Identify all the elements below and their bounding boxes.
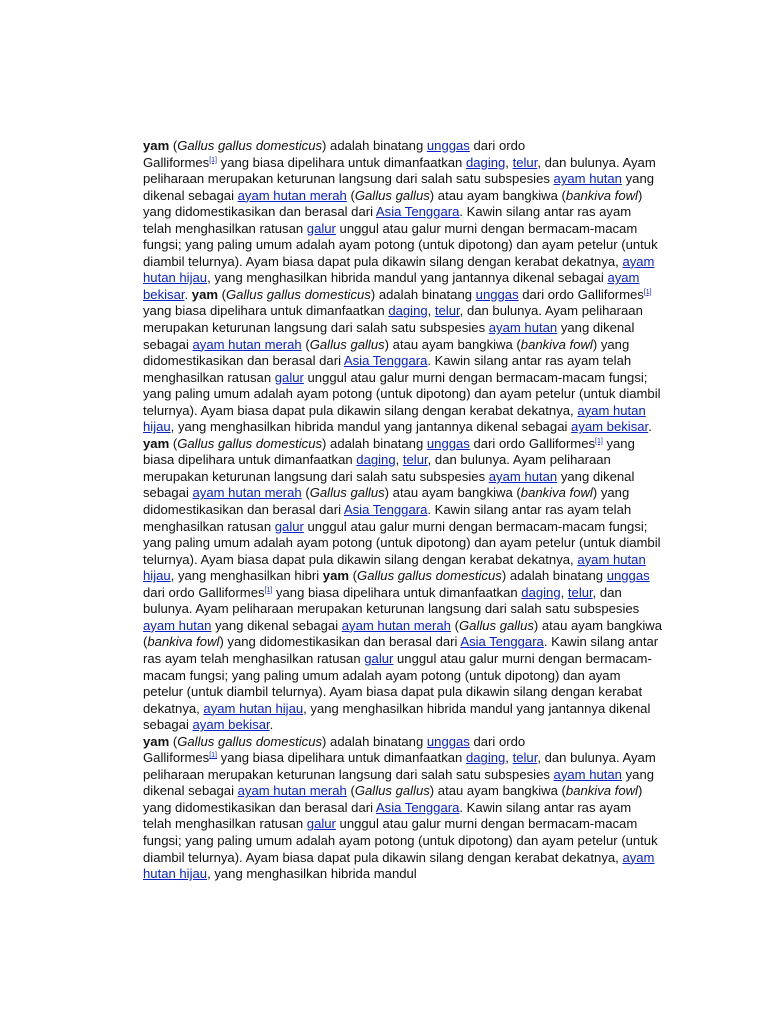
link-unggas[interactable]: unggas — [426, 138, 470, 153]
link-ayam-hutan[interactable]: ayam hutan — [143, 617, 212, 633]
link-telur[interactable]: telur — [402, 452, 428, 468]
link-ayam-hutan-merah[interactable]: ayam hutan merah — [192, 336, 302, 352]
term-yam: yam — [191, 286, 218, 302]
link-ayam-hutan[interactable]: ayam hutan — [488, 320, 558, 336]
link-unggas[interactable]: unggas — [475, 286, 519, 302]
footnote-ref — [644, 289, 652, 296]
link-ayam-hutan-hijau[interactable]: ayam hutan hijau — [143, 551, 646, 584]
footnote-ref — [595, 438, 603, 445]
link-unggas[interactable]: unggas — [426, 733, 470, 749]
link-asia-tenggara[interactable]: Asia Tenggara — [460, 634, 544, 650]
footnote-link[interactable]: [1] — [595, 437, 603, 445]
link-ayam-hutan-merah[interactable]: ayam hutan merah — [192, 485, 302, 501]
link-ayam-hutan-merah[interactable]: ayam hutan merah — [341, 617, 451, 633]
link-ayam-hutan-merah[interactable]: ayam hutan merah — [237, 187, 347, 203]
link-ayam-hutan-hijau[interactable]: ayam hutan hijau — [143, 253, 655, 286]
link-galur[interactable]: galur — [306, 816, 336, 832]
link-ayam-hutan-hijau[interactable]: ayam hutan hijau — [203, 700, 304, 716]
link-asia-tenggara[interactable]: Asia Tenggara — [375, 799, 460, 815]
link-daging[interactable]: daging — [465, 750, 506, 766]
term-yam: yam — [143, 733, 170, 749]
link-daging[interactable]: daging — [388, 303, 428, 319]
link-asia-tenggara[interactable]: Asia Tenggara — [375, 204, 460, 220]
term-yam: yam — [143, 435, 170, 451]
link-ayam-hutan-merah[interactable]: ayam hutan merah — [237, 783, 347, 799]
link-ayam-hutan[interactable]: ayam hutan — [553, 171, 622, 187]
footnote-link[interactable]: [1] — [264, 586, 273, 594]
document-body — [143, 138, 663, 883]
link-unggas[interactable]: unggas — [426, 435, 470, 451]
link-galur[interactable]: galur — [364, 650, 394, 666]
link-ayam-hutan[interactable]: ayam hutan — [488, 468, 558, 484]
link-telur[interactable]: telur — [512, 750, 538, 766]
term-yam: yam — [322, 568, 350, 584]
footnote-link[interactable]: [1] — [209, 752, 218, 760]
link-ayam-hutan-hijau[interactable]: ayam hutan hijau — [143, 849, 655, 882]
footnote-link[interactable]: [1] — [643, 288, 652, 296]
footnote-ref — [209, 752, 217, 759]
term-yam: yam — [143, 138, 170, 153]
link-ayam-bekisar[interactable]: ayam bekisar — [143, 270, 640, 302]
link-daging[interactable]: daging — [356, 452, 396, 468]
link-ayam-hutan[interactable]: ayam hutan — [553, 766, 622, 782]
link-galur[interactable]: galur — [274, 369, 304, 385]
link-galur[interactable]: galur — [306, 220, 336, 236]
link-telur[interactable]: telur — [434, 303, 460, 319]
link-telur[interactable]: telur — [512, 154, 538, 170]
link-asia-tenggara[interactable]: Asia Tenggara — [343, 502, 428, 518]
footnote-link[interactable]: [1] — [209, 156, 218, 164]
link-ayam-hutan-hijau[interactable]: ayam hutan hijau — [143, 402, 646, 435]
link-telur[interactable]: telur — [567, 584, 593, 600]
scientific-name: Gallus gallus domesticus — [177, 138, 323, 153]
link-galur[interactable]: galur — [274, 518, 304, 534]
link-asia-tenggara[interactable]: Asia Tenggara — [343, 353, 428, 369]
link-unggas[interactable]: unggas — [606, 568, 650, 584]
link-daging[interactable]: daging — [521, 584, 561, 600]
article-paragraph: yam (Gallus gallus domesticus) adalah binatang unggas dari ordo Galliformes[1] yang biasa dipelihara untuk dimanfaatkan daging, telur, dan bulunya. Ayam peliharaan merupakan keturunan langsung dari salah satu subspesies ayam hutan yang dikenal sebagai ayam hutan merah (Gallus gallus) atau ayam bangkiwa (bankiva fowl) yang didomestikasikan dan berasal dari Asia Tenggara. Kawin silang antar ras ayam telah menghasilkan ratusan galur unggul atau galur murni dengan bermacam-macam fungsi; yang paling umum adalah ayam potong (untuk dipotong) dan ayam petelur (untuk diambil telurnya). Ayam biasa dapat pula dikawin silang dengan kerabat dekatnya, ayam hutan hijau, yang menghasilkan hibrida mandul yang jantannya dikenal sebagai ayam bekisar. yam (Gallus gallus domesticus) adalah binatang unggas dari ordo Galliformes[1] yang biasa dipelihara untuk dimanfaatkan daging, telur, dan bulunya. Ayam peliharaan merupakan keturunan langsung dari salah satu subspesies ayam hutan yang dikenal sebagai ayam hutan merah (Gallus gallus) atau ayam bangkiwa (bankiva fowl) yang didomestikasikan dan berasal dari Asia Tenggara. Kawin silang antar ras ayam telah menghasilkan ratusan galur unggul atau galur murni dengan bermacam-macam fungsi; yang paling umum adalah ayam potong (untuk dipotong) dan ayam petelur (untuk diambil telurnya). Ayam biasa dapat pula dikawin silang dengan kerabat dekatnya, ayam hutan hijau, yang menghasilkan hibrida mandul yang jantannya dikenal sebagai ayam bekisar. yam (Gallus gallus domesticus) adalah binatang unggas dari ordo Galliformes[1] yang biasa dipelihara untuk dimanfaatkan daging, telur, dan bulunya. Ayam peliharaan merupakan keturunan langsung dari salah satu subspesies ayam hutan yang dikenal sebagai ayam hutan merah (Gallus gallus) atau ayam bangkiwa (bankiva fowl) yang didomestikasikan dan berasal dari Asia Tenggara. Kawin silang antar ras ayam telah menghasilkan ratusan galur unggul atau galur murni dengan bermacam-macam fungsi; yang paling umum adalah ayam potong (untuk dipotong) dan ayam petelur (untuk diambil telurnya). Ayam biasa dapat pula dikawin silang dengan kerabat dekatnya, ayam hutan hijau, yang menghasilkan hibri yam (Gallus gallus domesticus) adalah binatang unggas dari ordo Galliformes[1] yang biasa dipelihara untuk dimanfaatkan daging, telur, dan bulunya. Ayam peliharaan merupakan keturunan langsung dari salah satu subspesies ayam hutan yang dikenal sebagai ayam hutan merah (Gallus gallus) atau ayam bangkiwa (bankiva fowl) yang didomestikasikan dan berasal dari Asia Tenggara. Kawin silang antar ras ayam telah menghasilkan ratusan galur unggul atau galur murni dengan bermacam-macam fungsi; yang paling umum adalah ayam potong (untuk dipotong) dan ayam petelur (untuk diambil telurnya). Ayam biasa dapat pula dikawin silang dengan kerabat dekatnya, ayam hutan hijau, yang menghasilkan hibrida mandul yang jantannya dikenal sebagai ayam bekisar. — [143, 138, 663, 733]
link-ayam-bekisar[interactable]: ayam bekisar — [192, 717, 270, 733]
link-ayam-bekisar[interactable]: ayam bekisar — [571, 419, 649, 435]
link-daging[interactable]: daging — [465, 154, 506, 170]
footnote-ref — [209, 157, 217, 164]
article-paragraph: yam (Gallus gallus domesticus) adalah binatang unggas dari ordo Galliformes[1] yang biasa dipelihara untuk dimanfaatkan daging, telur, dan bulunya. Ayam peliharaan merupakan keturunan langsung dari salah satu subspesies ayam hutan yang dikenal sebagai ayam hutan merah (Gallus gallus) atau ayam bangkiwa (bankiva fowl) yang didomestikasikan dan berasal dari Asia Tenggara. Kawin silang antar ras ayam telah menghasilkan ratusan galur unggul atau galur murni dengan bermacam-macam fungsi; yang paling umum adalah ayam potong (untuk dipotong) dan ayam petelur (untuk diambil telurnya). Ayam biasa dapat pula dikawin silang dengan kerabat dekatnya, ayam hutan hijau, yang menghasilkan hibrida mandul — [143, 733, 658, 882]
